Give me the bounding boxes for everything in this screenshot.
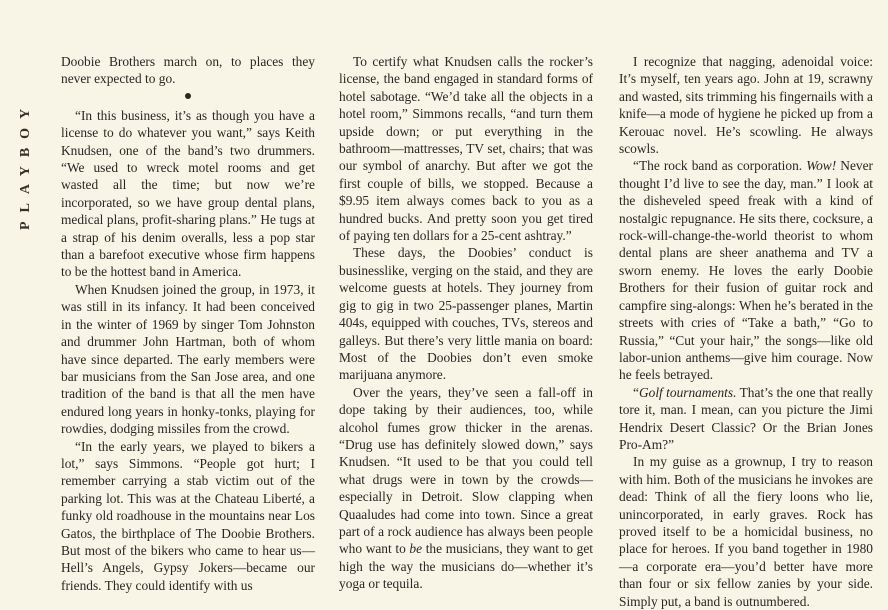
text-run: That’s the one that really tore it, man. I mean, can you picture the Jimi Hendrix Desert Classic? Or the Brian Jones Pro-Am?” <box>619 384 873 452</box>
paragraph: When Knudsen joined the group, in 1973, it was still in its infancy. It had been conceived in the winter of 1969 by singer Tom Johnston and drummer John Hartman, both of whom have since departed. The early members were bar musicians from the San Jose area, and one tradition of the band is that all the men have endured long years in honky-tonks, playing for rowdies, dodging missiles from the crowd. <box>61 281 315 437</box>
paragraph: These days, the Doobies’ conduct is businesslike, verging on the staid, and they are welcome guests at hotels. They journey from gig to gig in two 25-passenger planes, Martin 404s, equipped with couches, TVs, stereos and galleys. But there’s very little mania on board: Most of the Doobies don’t even smoke marijuana anymore. <box>339 245 593 383</box>
magazine-logo: PLAYBOY <box>18 99 33 230</box>
paragraph <box>619 157 873 383</box>
text-run: “The rock band as corporation. <box>633 158 807 174</box>
section-bullet <box>61 92 315 101</box>
emphasis: be <box>409 541 423 557</box>
paragraph: Doobie Brothers march on, to places they never expected to go. <box>61 54 315 87</box>
paragraph: I recognize that nagging, adenoidal voice: It’s myself, ten years ago. John at 19, scrawny and wasted, sits trimming his fingernails with a knife—a mode of hygiene he picked up from a Kerouac novel. He’s scowling. He always scowls. <box>619 54 873 157</box>
text-run: “ <box>633 384 639 400</box>
emphasis: Wow! <box>806 158 837 174</box>
article-column-1 <box>61 53 315 594</box>
text-run: Over the years, they’ve seen a fall-off in dope taking by their audiences, too, while alcohol fumes grow thicker in the arenas. “Drug use has definitely slowed down,” says Knudsen. “It used to be that you could tell what drugs were in town by the crowds—especially in Detroit. Slow clapping when Quaaludes had come into town. Since a great part of a rock audience has always been people who want to <box>339 384 593 557</box>
emphasis: Golf tournaments. <box>638 384 737 400</box>
article-column-3 <box>619 53 873 610</box>
paragraph <box>339 384 593 593</box>
article-column-2 <box>339 53 593 593</box>
page-margin <box>0 0 54 605</box>
paragraph <box>619 384 873 454</box>
paragraph: “In the early years, we played to bikers a lot,” says Simmons. “People got hurt; I remember carrying a stab victim out of the parking lot. This was at the Chateau Liberté, a funky old roadhouse in the mountains near Los Gatos, the birthplace of The Doobie Brothers. But most of the bikers who came to hear us—Hell’s Angels, Gypsy Jokers—became our friends. They could identify with us <box>61 438 315 593</box>
paragraph: To certify what Knudsen calls the rocker’s license, the band engaged in standard forms of hotel sabotage. “We’d take all the objects in a hotel room,” Simmons recalls, “and turn them upside down; or put everything in the bathroom—mattresses, TV set, chairs; that was our symbol of anarchy. But after we got the first couple of bills, we stopped. Because a $9.95 item always comes back to you as a hundred bucks. And pretty soon you get tired of paying ten dollars for a 25-cent ashtray.” <box>339 54 593 244</box>
text-run: Never thought I’d live to see the day, man.” I look at the disheveled speed freak with a kind of nostalgic repugnance. He sits there, cocksure, a rock-will-change-the-world theorist to whom dental plans are sheer anathema and TV a sworn enemy. He loves the early Doobie Brothers for their fusion of guitar rock and campfire sing-alongs: When he’s berated in the streets with cries of “Take a bath,” “Go to Russia,” “Cut your hair,” the songs—like old labor-union anthems—give him courage. Now he feels betrayed. <box>619 158 873 383</box>
paragraph: “In this business, it’s as though you have a license to do whatever you want,” says Keith Knudsen, one of the band’s two drummers. “We used to wreck motel rooms and get wasted all the time; but now we’re incorporated, so we have group dental plans, medical plans, profit-sharing plans.” He tugs at a strap of his denim overalls, less a pop star than a barefoot executive whose firm happens to be the hottest band in America. <box>61 107 315 280</box>
text-run: the musicians, they want to get high the way the musicians do—whether it’s yoga or tequila. <box>339 541 593 592</box>
paragraph: In my guise as a grownup, I try to reason with him. Both of the musicians he invokes are dead: Think of all the fiery loons who lie, unincorporated, in early graves. Rock has proved itself to be a homicidal business, no place for heroes. If you band together in 1980—a corporate era—you’d better have more than four or six fellow zanies by your side. Simply put, a band is outnumbered. <box>619 454 873 609</box>
